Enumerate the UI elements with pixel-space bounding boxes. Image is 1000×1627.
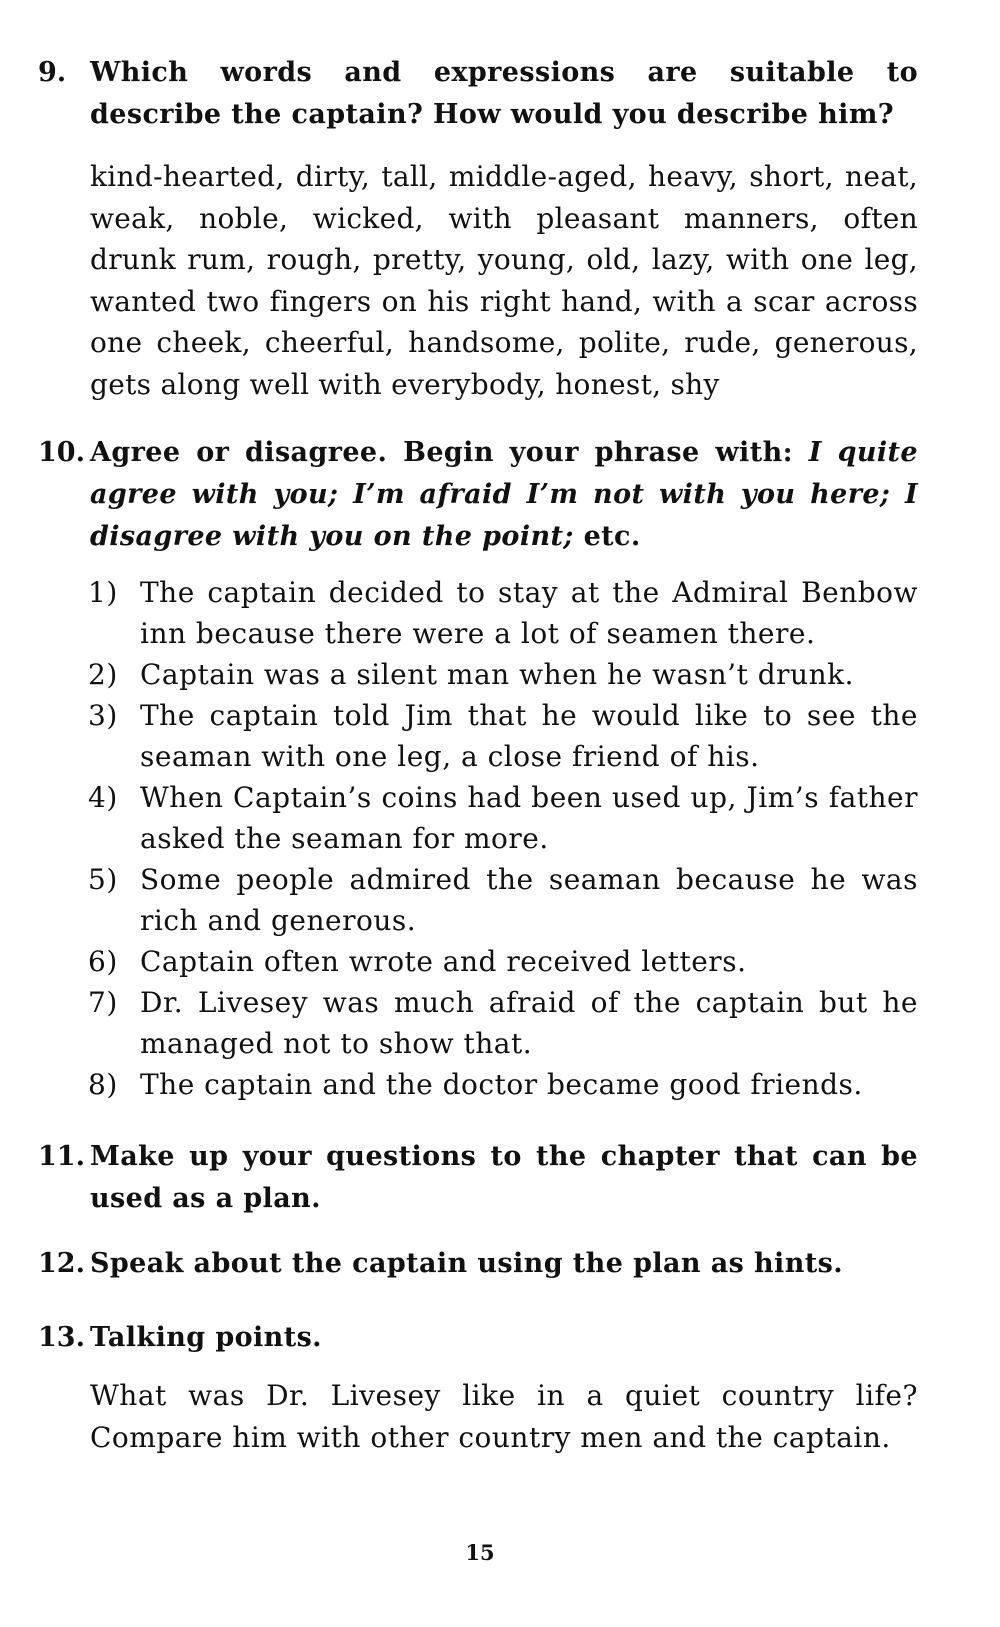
task-number: 9. (38, 57, 67, 88)
item-text: Some people admired the seaman because he was rich and generous. (140, 863, 918, 937)
item-text: The captain told Jim that he would like to see the seaman with one leg, a close friend of his. (140, 699, 918, 773)
task-9 (38, 52, 918, 405)
item-number: 4) (88, 781, 118, 814)
etc-text: etc. (573, 521, 641, 552)
task-number: 11. (38, 1141, 85, 1172)
task-13 (38, 1317, 918, 1458)
item-text: The captain decided to stay at the Admiral Benbow inn because there were a lot of seamen there. (140, 576, 918, 650)
task-number: 10. (38, 437, 85, 468)
task-heading: Make up your questions to the chapter that can be used as a plan. (90, 1141, 918, 1214)
item-text: Captain often wrote and received letters. (140, 945, 747, 978)
task-11 (38, 1136, 918, 1220)
list-item (88, 1064, 918, 1105)
task-number: 13. (38, 1322, 85, 1353)
list-item (88, 695, 918, 777)
talking-point-text: What was Dr. Livesey like in a quiet country life? Compare him with other country men and the captain. (90, 1379, 918, 1454)
model-phrases: I quite agree with you; I’m afraid I’m not with you here; I disagree with you on the point; (90, 437, 919, 552)
statement-list (88, 572, 918, 1105)
list-item (88, 654, 918, 695)
list-item (88, 941, 918, 982)
list-item (88, 859, 918, 941)
task-heading (90, 432, 918, 558)
item-text: Captain was a silent man when he wasn’t drunk. (140, 658, 854, 691)
item-number: 1) (88, 576, 118, 609)
item-text: Dr. Livesey was much afraid of the captain but he managed not to show that. (140, 986, 918, 1060)
list-item (88, 572, 918, 654)
item-number: 3) (88, 699, 118, 732)
list-item (88, 777, 918, 859)
item-number: 5) (88, 863, 118, 896)
item-number: 8) (88, 1068, 118, 1101)
task-10 (38, 432, 918, 1105)
task-heading: Which words and expressions are suitable to describe the captain? How would you describe him? (90, 57, 918, 130)
word-list: kind-hearted, dirty, tall, middle-aged, heavy, short, neat, weak, noble, wicked, with pleasant manners, often drunk rum, rough, pretty, young, old, lazy, with one leg, wanted two fingers on his right hand, with a scar across one cheek, cheerful, handsome, polite, rude, generous, gets along well with everybody, honest, shy (90, 160, 918, 401)
task-number: 12. (38, 1248, 85, 1279)
task-heading: Talking points. (90, 1322, 322, 1353)
item-number: 6) (88, 945, 118, 978)
task-intro: Agree or disagree. Begin your phrase with: (90, 437, 809, 468)
task-heading: Speak about the captain using the plan as hints. (90, 1248, 844, 1279)
page-number: 15 (465, 1540, 495, 1565)
item-number: 2) (88, 658, 118, 691)
item-number: 7) (88, 986, 118, 1019)
item-text: The captain and the doctor became good friends. (140, 1068, 863, 1101)
task-12 (38, 1243, 918, 1285)
item-text: When Captain’s coins had been used up, Jim’s father asked the seaman for more. (140, 781, 918, 855)
list-item (88, 982, 918, 1064)
